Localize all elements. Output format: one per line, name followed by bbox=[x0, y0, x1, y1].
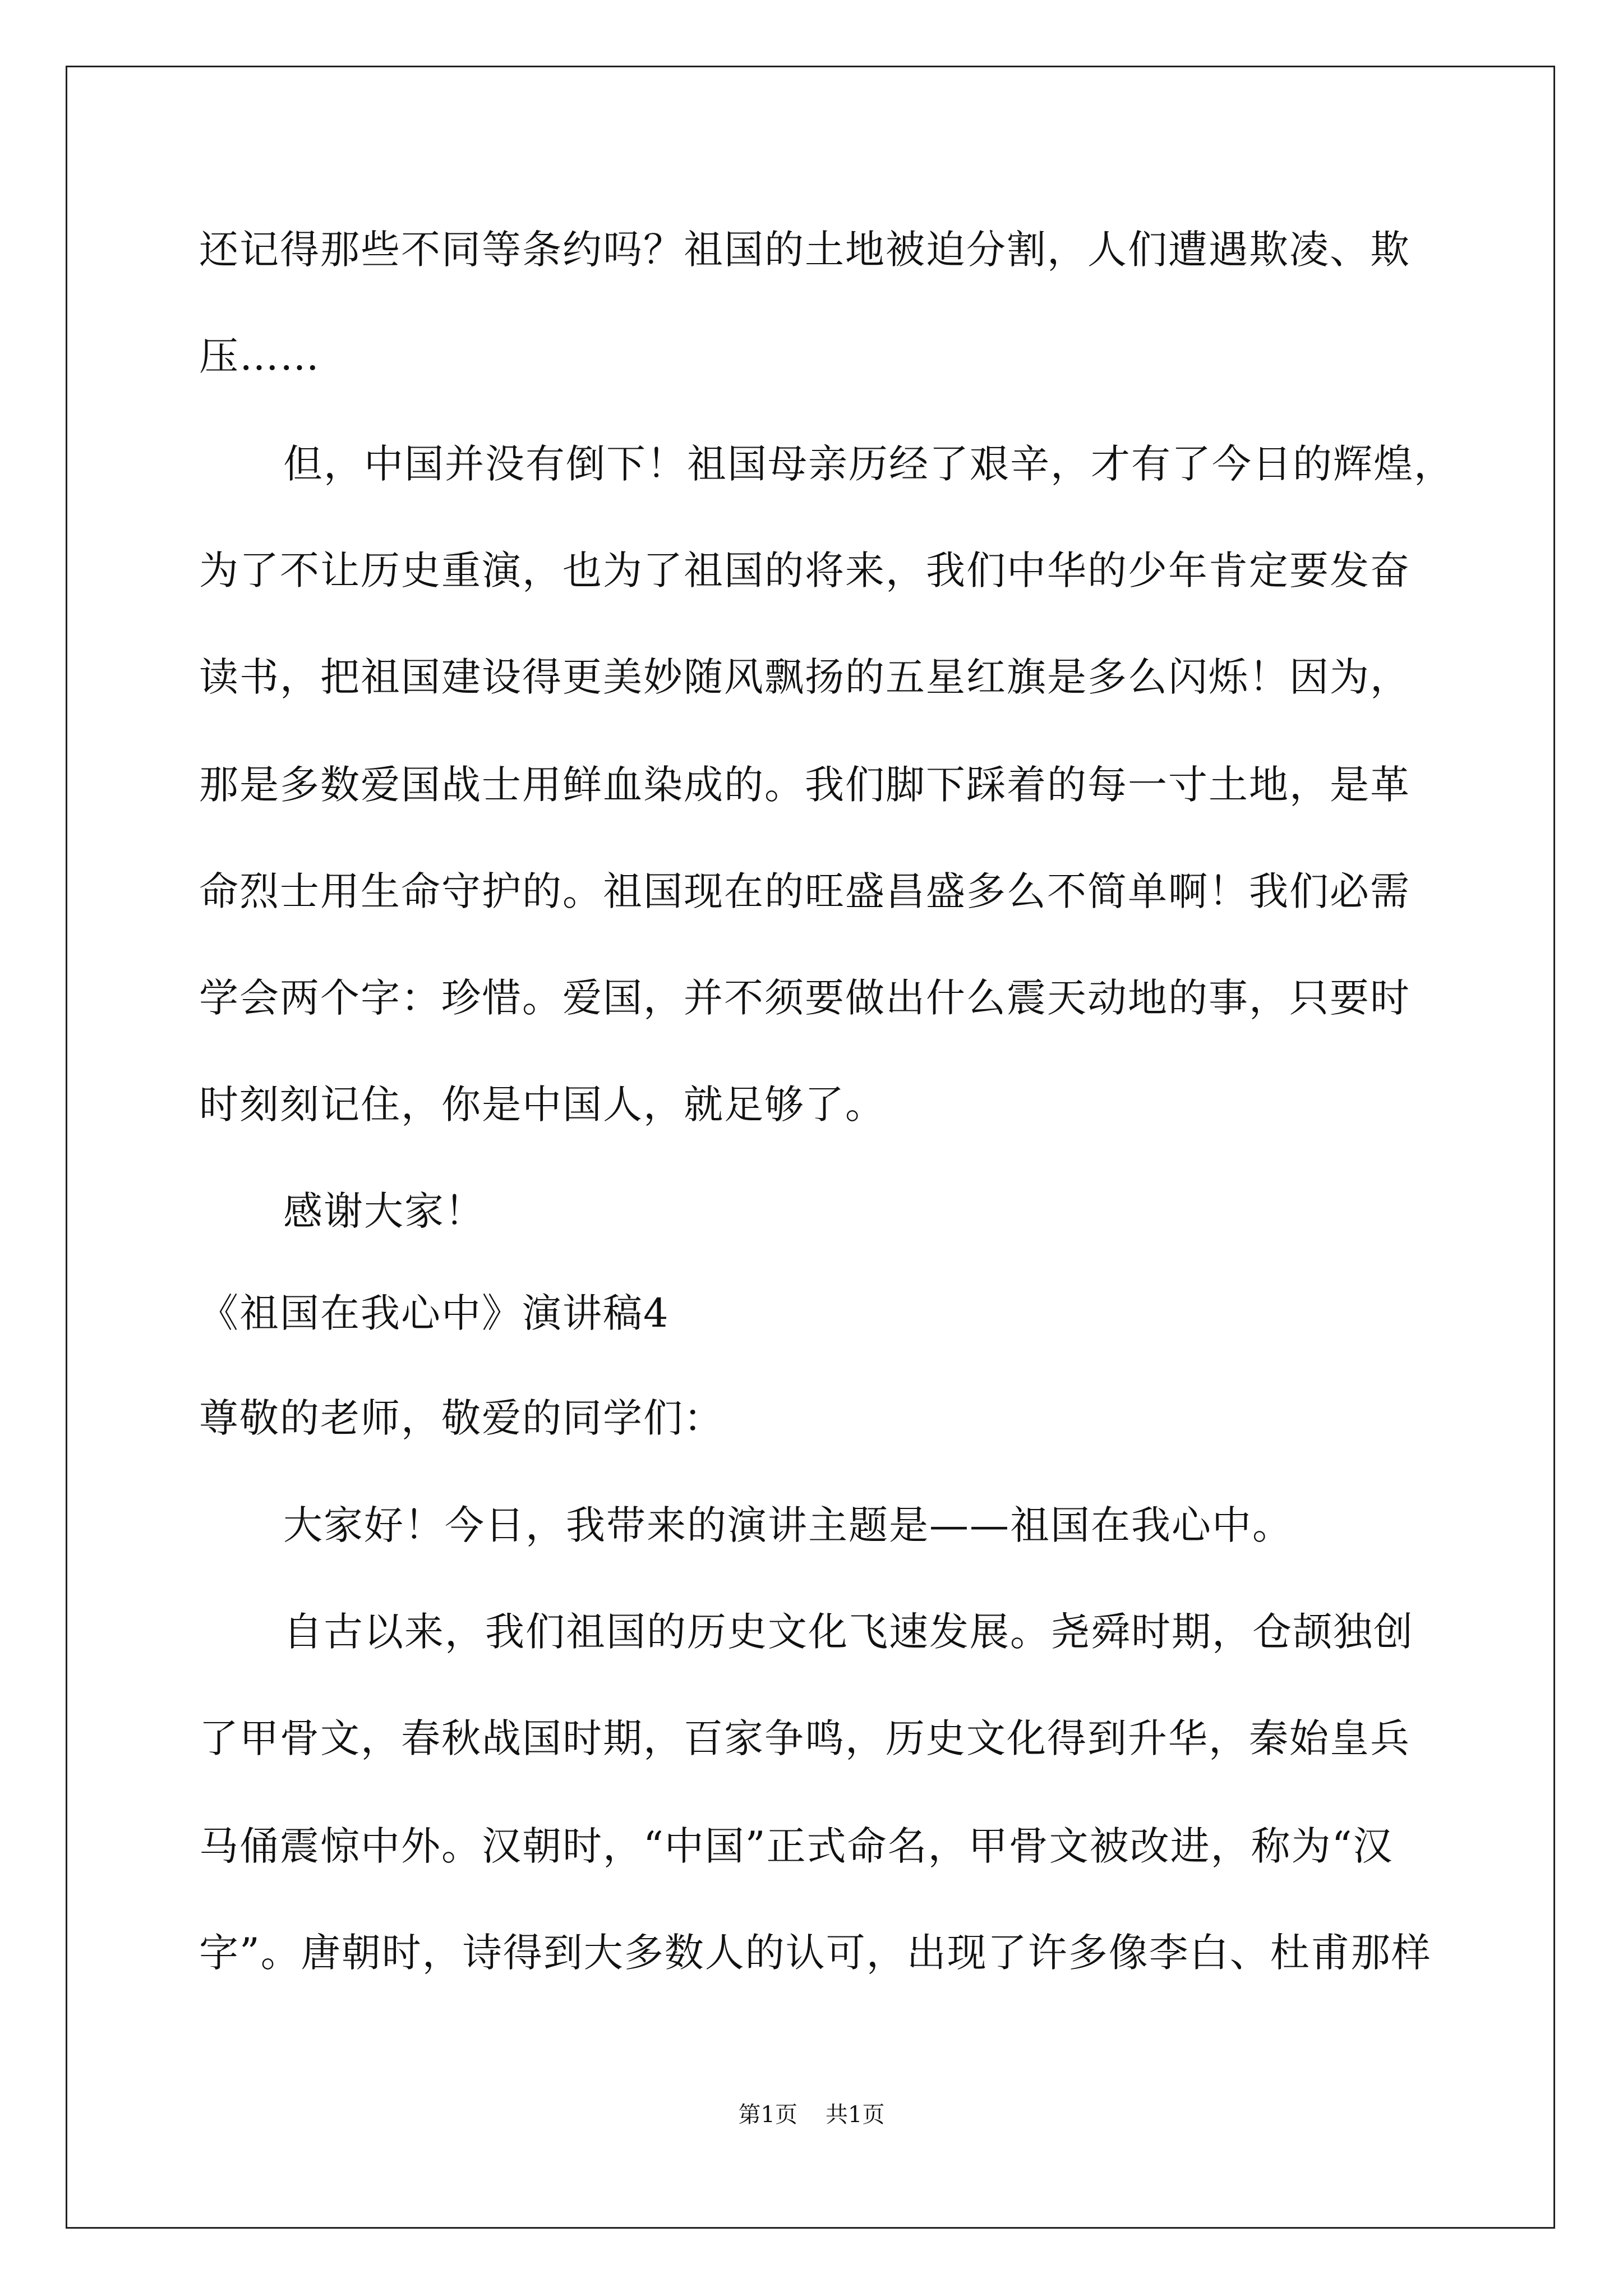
text-line: 了甲骨文，春秋战国时期，百家争鸣，历史文化得到升华，秦始皇兵 bbox=[199, 1715, 1410, 1761]
text-line: 大家好！今日，我带来的演讲主题是——祖国在我心中。 bbox=[283, 1502, 1293, 1548]
text-line: 自古以来，我们祖国的历史文化飞速发展。尧舜时期，仓颉独创 bbox=[283, 1609, 1414, 1655]
text-line: 字”。唐朝时，诗得到大多数人的认可，出现了许多像李白、杜甫那样 bbox=[199, 1930, 1432, 1976]
text-line: 命烈士用生命守护的。祖国现在的旺盛昌盛多么不简单啊！我们必需 bbox=[199, 868, 1410, 914]
page-total: 共1页 bbox=[826, 2102, 885, 2128]
text-line: 压…… bbox=[199, 333, 320, 379]
text-line: 但，中国并没有倒下！祖国母亲历经了艰辛，才有了今日的辉煌， bbox=[283, 441, 1454, 487]
text-line: 为了不让历史重演，也为了祖国的将来，我们中华的少年肯定要发奋 bbox=[199, 547, 1410, 593]
text-line: 感谢大家！ bbox=[283, 1188, 485, 1234]
text-line: 时刻刻记住，你是中国人，就足够了。 bbox=[199, 1082, 886, 1128]
section-heading: 《祖国在我心中》演讲稿4 bbox=[199, 1290, 670, 1336]
page-border bbox=[66, 66, 1555, 2229]
text-line: 学会两个字：珍惜。爱国，并不须要做出什么震天动地的事，只要时 bbox=[199, 975, 1410, 1021]
text-line: 还记得那些不同等条约吗？祖国的土地被迫分割，人们遭遇欺凌、欺 bbox=[199, 227, 1410, 273]
page-number: 第1页 bbox=[738, 2102, 797, 2128]
text-line: 读书，把祖国建设得更美妙随风飘扬的五星红旗是多么闪烁！因为， bbox=[199, 654, 1410, 700]
page-footer bbox=[0, 2098, 1623, 2132]
text-line: 马俑震惊中外。汉朝时，“中国”正式命名，甲骨文被改进，称为“汉 bbox=[199, 1823, 1394, 1869]
salutation: 尊敬的老师，敬爱的同学们： bbox=[199, 1395, 724, 1441]
text-line: 那是多数爱国战士用鲜血染成的。我们脚下踩着的每一寸土地，是革 bbox=[199, 762, 1410, 808]
